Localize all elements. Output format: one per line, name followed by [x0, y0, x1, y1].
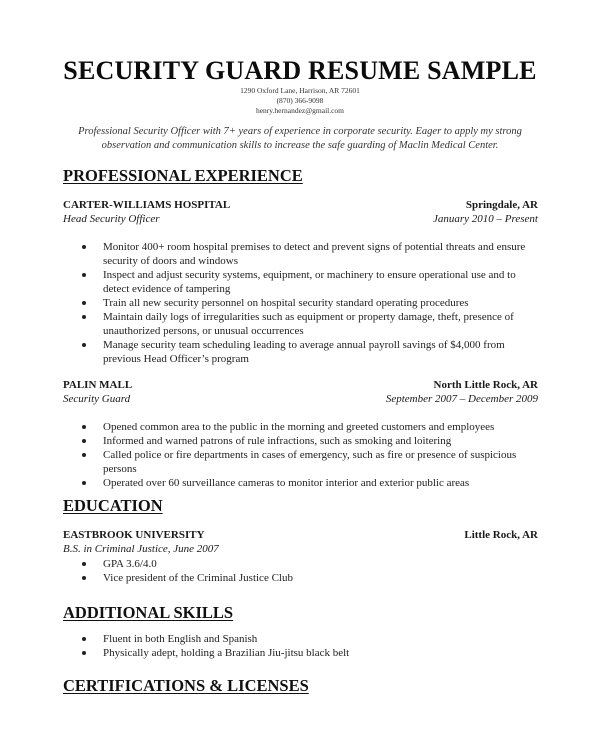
job-1-dates: January 2010 – Present — [433, 213, 538, 225]
job-1-title: Head Security Officer — [63, 213, 160, 225]
section-heading-education: EDUCATION — [63, 496, 163, 515]
bullet-icon — [82, 651, 86, 655]
bullet-icon — [82, 343, 86, 347]
job-2-employer: PALIN MALL — [63, 379, 133, 391]
education-subheader — [63, 543, 538, 555]
list-item: Physically adept, holding a Brazilian Jiu-jitsu black belt — [82, 646, 542, 660]
list-item: Informed and warned patrons of rule infractions, such as smoking and loitering — [82, 434, 542, 448]
bullet-icon — [82, 576, 86, 580]
job-2-dates: September 2007 – December 2009 — [385, 393, 538, 405]
job-1-header — [63, 199, 538, 211]
bullet-icon — [82, 301, 86, 305]
list-item: GPA 3.6/4.0 — [82, 557, 542, 571]
education-bullets — [82, 557, 542, 585]
professional-summary: Professional Security Officer with 7+ years of experience in corporate security. Eager to apply my strong observation and communication skills to increase the safe guarding of Maclin Medical Center. — [78, 126, 522, 151]
job-2-title: Security Guard — [63, 393, 131, 405]
list-item: Operated over 60 surveillance cameras to monitor interior and exterior public areas — [82, 476, 542, 490]
bullet-icon — [82, 637, 86, 641]
job-2-header — [63, 379, 538, 391]
bullet-icon — [82, 439, 86, 443]
contact-phone: (870) 366-9098 — [276, 96, 324, 105]
list-item: Opened common area to the public in the morning and greeted customers and employees — [82, 420, 542, 434]
list-item: Maintain daily logs of irregularities such as equipment or property damage, theft, presence of unauthorized persons, or unusual occurrences — [82, 310, 542, 338]
bullet-icon — [82, 562, 86, 566]
list-item: Fluent in both English and Spanish — [82, 632, 542, 646]
education-header — [63, 529, 538, 541]
list-item: Monitor 400+ room hospital premises to detect and prevent signs of potential threats and ensure security of doors and windows — [82, 240, 542, 268]
job-2-bullets — [82, 420, 542, 490]
bullet-icon — [82, 481, 86, 485]
job-1-employer: CARTER-WILLIAMS HOSPITAL — [63, 199, 231, 211]
contact-address: 1290 Oxford Lane, Harrison, AR 72601 — [240, 86, 360, 95]
education-school: EASTBROOK UNIVERSITY — [63, 529, 205, 541]
bullet-icon — [82, 273, 86, 277]
job-1-location: Springdale, AR — [465, 199, 538, 211]
list-item: Train all new security personnel on hospital security standard operating procedures — [82, 296, 542, 310]
job-1-bullets — [82, 240, 542, 366]
list-item: Called police or fire departments in cases of emergency, such as fire or presence of suspicious persons — [82, 448, 542, 476]
bullet-icon — [82, 315, 86, 319]
contact-email: henry.hernandez@gmail.com — [255, 106, 345, 115]
education-location: Little Rock, AR — [464, 529, 538, 541]
list-item: Manage security team scheduling leading to average annual payroll savings of $4,000 from previous Head Officer’s program — [82, 338, 542, 366]
bullet-icon — [82, 425, 86, 429]
list-item: Vice president of the Criminal Justice Club — [82, 571, 542, 585]
section-heading-certifications: CERTIFICATIONS & LICENSES — [63, 676, 309, 695]
education-degree: B.S. in Criminal Justice, June 2007 — [63, 543, 219, 555]
job-2-location: North Little Rock, AR — [433, 379, 538, 391]
skills-bullets — [82, 632, 542, 660]
section-heading-experience: PROFESSIONAL EXPERIENCE — [63, 166, 303, 185]
job-2-subheader — [63, 393, 538, 405]
resume-title: SECURITY GUARD RESUME SAMPLE — [63, 56, 537, 85]
section-heading-skills: ADDITIONAL SKILLS — [63, 603, 234, 622]
bullet-icon — [82, 245, 86, 249]
bullet-icon — [82, 453, 86, 457]
list-item: Inspect and adjust security systems, equipment, or machinery to ensure operational use and to detect evidence of tampering — [82, 268, 542, 296]
job-1-subheader — [63, 213, 538, 225]
